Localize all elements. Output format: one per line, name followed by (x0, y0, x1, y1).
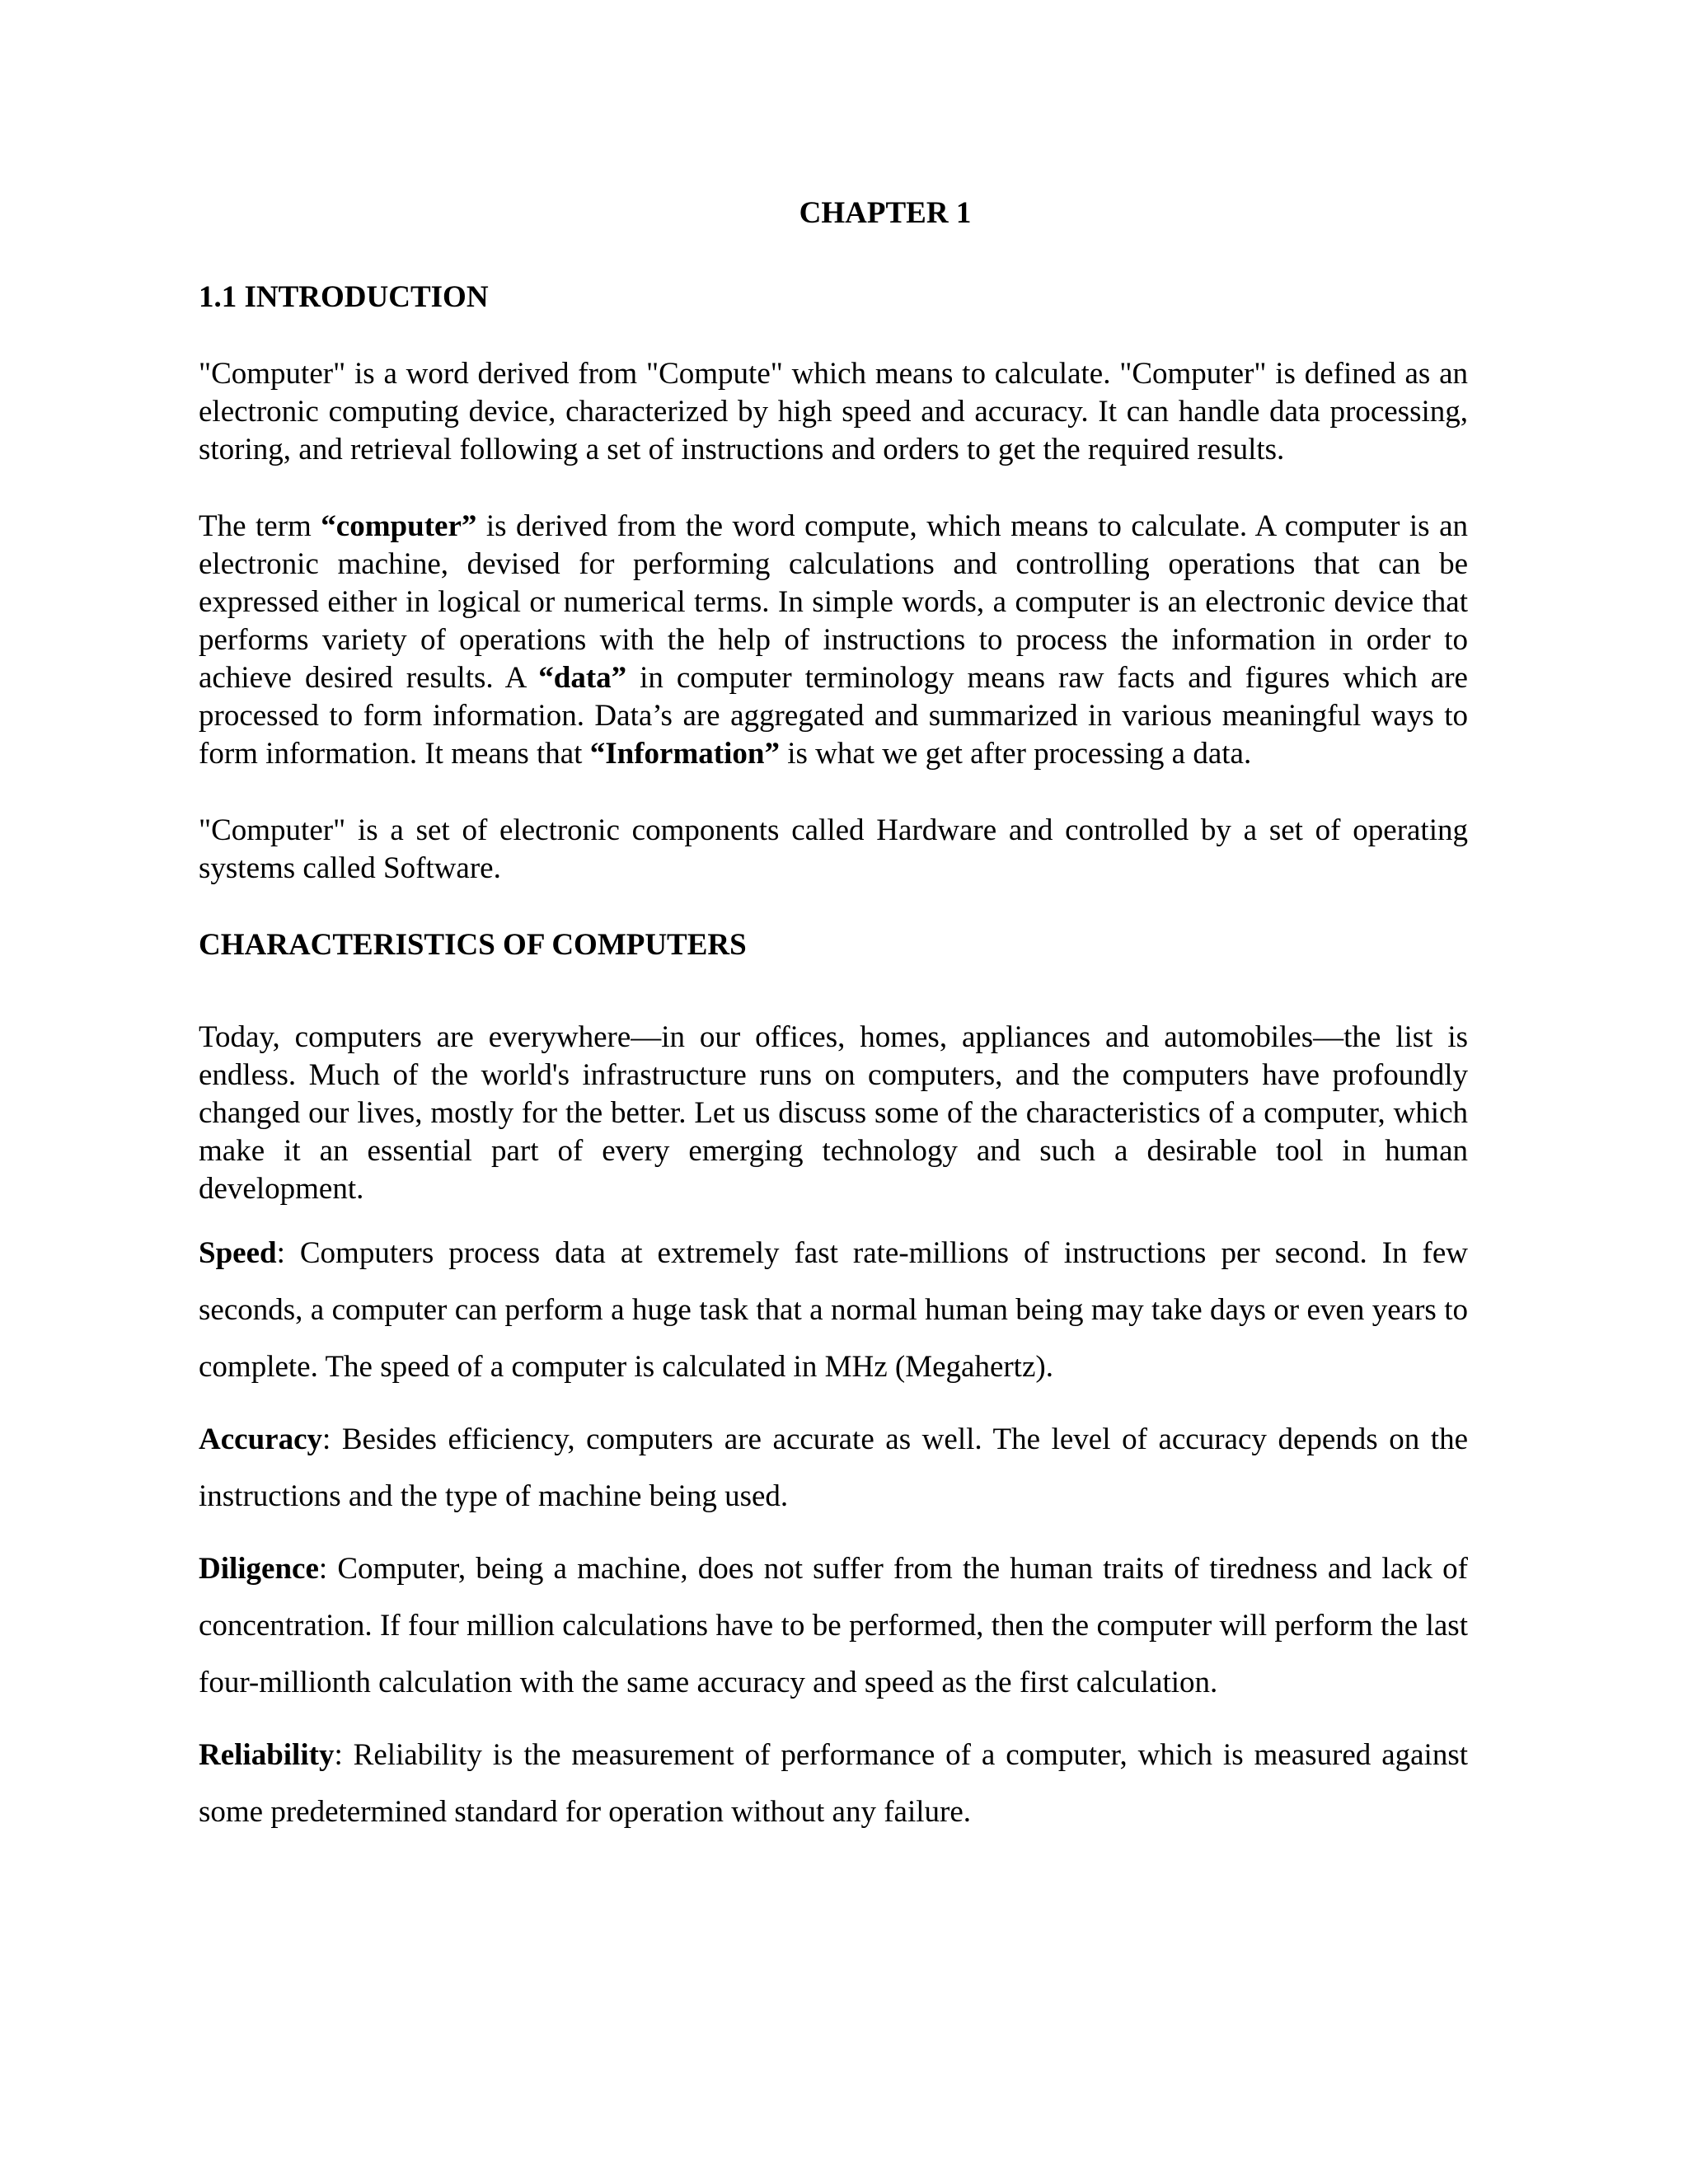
page-content (199, 194, 1468, 1856)
characteristic-description: : Computers process data at extremely fast rate-millions of instructions per second. In few seconds, a computer can perform a huge task that a normal human being may take days or even years to complete. The speed of a computer is calculated in MHz (Megahertz). (199, 1236, 1468, 1384)
intro-p2-text-3: in computer terminology means raw facts and figures which are processed to form information. Data’s are aggregated and summarized in various meaningful ways to form information. It means that (199, 661, 1468, 771)
characteristic-term: Accuracy (199, 1422, 322, 1456)
characteristic-accuracy (199, 1411, 1468, 1525)
characteristic-diligence (199, 1540, 1468, 1711)
intro-paragraph-1: "Computer" is a word derived from "Compute" which means to calculate. "Computer" is defined as an electronic computing device, characterized by high speed and accuracy. It can handle data processing, storing, and retrieval following a set of instructions and orders to get the required results. (199, 357, 1468, 466)
term-information: “Information” (589, 737, 780, 771)
characteristic-term: Speed (199, 1236, 277, 1270)
characteristic-term: Diligence (199, 1552, 319, 1586)
characteristic-speed (199, 1225, 1468, 1395)
intro-p2-text-4: is what we get after processing a data. (779, 737, 1252, 771)
intro-paragraph-3: "Computer" is a set of electronic components called Hardware and controlled by a set of operating systems called Software. (199, 813, 1468, 885)
chapter-title: CHAPTER 1 (799, 196, 972, 230)
characteristic-description: : Besides efficiency, computers are accurate as well. The level of accuracy depends on the instructions and the type of machine being used. (199, 1422, 1468, 1513)
intro-p2-text-2: is derived from the word compute, which means to calculate. A computer is an electronic machine, devised for performing calculations and controlling operations that can be expressed either in logical or numerical terms. In simple words, a computer is an electronic device that performs variety of operations with the help of instructions to process the information in order to achieve desired results. A (199, 509, 1468, 695)
term-data: “data” (538, 661, 627, 695)
section-heading-characteristics: CHARACTERISTICS OF COMPUTERS (199, 928, 747, 962)
characteristic-term: Reliability (199, 1738, 335, 1772)
intro-p2-text-1: The term (199, 509, 321, 543)
characteristic-description: : Reliability is the measurement of performance of a computer, which is measured against some predetermined standard for operation without any failure. (199, 1738, 1468, 1829)
section-heading-introduction: 1.1 INTRODUCTION (199, 280, 489, 314)
term-computer: “computer” (321, 509, 477, 543)
characteristics-intro-paragraph: Today, computers are everywhere—in our offices, homes, appliances and automobiles—the list is endless. Much of the world's infrastructure runs on computers, and the computers have profoundly changed our lives, mostly for the better. Let us discuss some of the characteristics of a computer, which make it an essential part of every emerging technology and such a desirable tool in human development. (199, 1020, 1468, 1206)
intro-paragraph-2 (199, 508, 1468, 773)
characteristic-description: : Computer, being a machine, does not suffer from the human traits of tiredness and lack of concentration. If four million calculations have to be performed, then the computer will perform the last four-millionth calculation with the same accuracy and speed as the first calculation. (199, 1552, 1468, 1699)
characteristic-reliability (199, 1727, 1468, 1840)
